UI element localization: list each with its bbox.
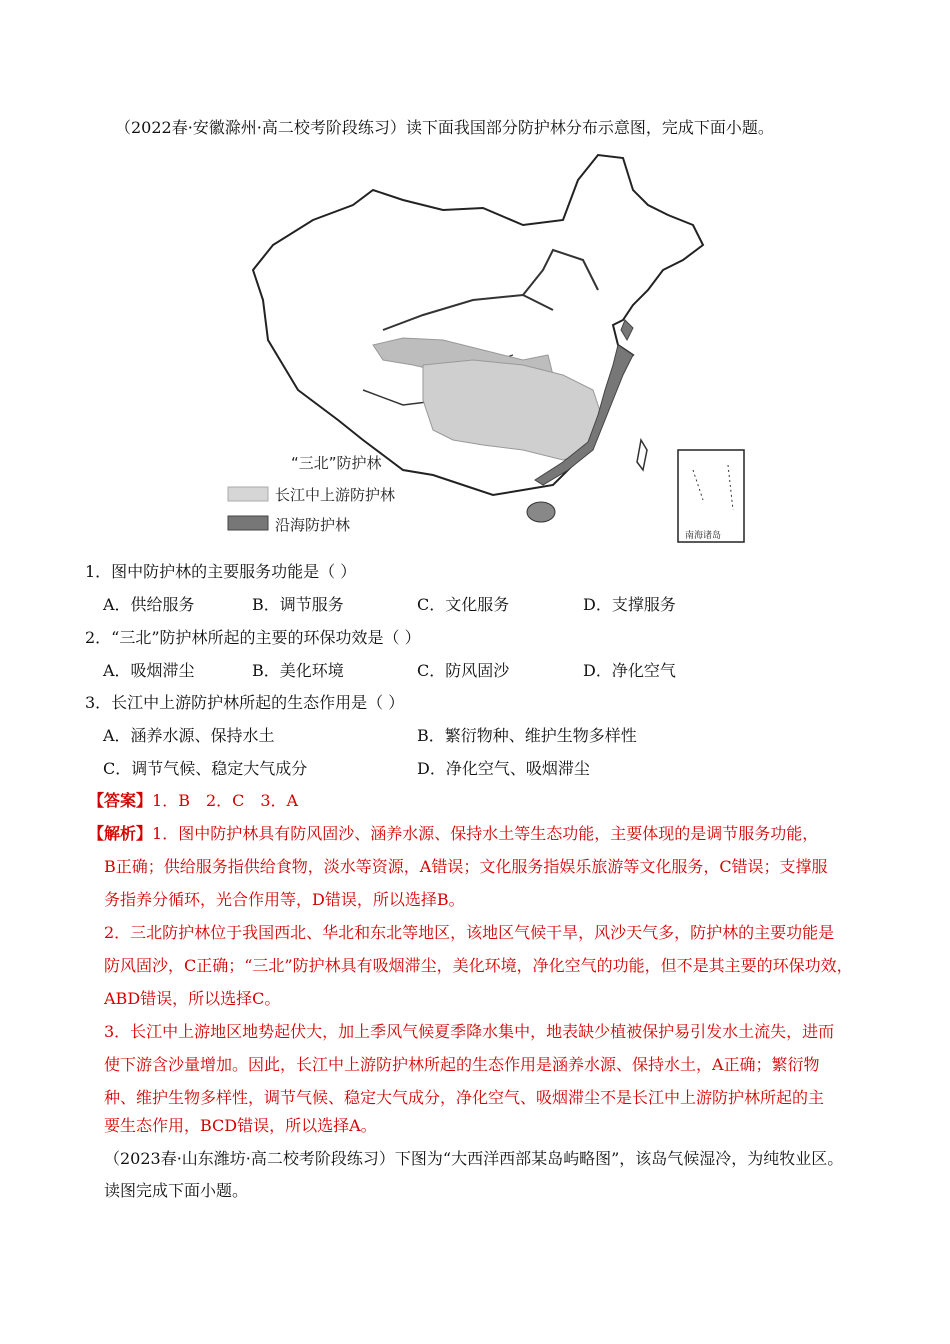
inset-label: 南海诸岛 [685,531,722,541]
q1-option-d[interactable]: D．支撑服务 [583,595,676,614]
analysis-line-8: 使下游含沙量增加。因此，长江中上游防护林所起的生态作用是涵养水源、保持水土，A正确；繁衍物 [104,1055,820,1074]
intro-question-group-2-line-2: 读图完成下面小题。 [104,1181,249,1200]
q2-option-b[interactable]: B．美化环境 [252,661,344,680]
taiwan-island [637,440,647,470]
analysis-line-4: 2．三北防护林位于我国西北、华北和东北等地区，该地区气候干旱，风沙天气多，防护林的主要功能是 [104,923,835,942]
legend-coastal-swatch [228,516,268,530]
analysis-line-6: ABD错误，所以选择C。 [104,989,281,1008]
q3-option-c[interactable]: C．调节气候、稳定大气成分 [103,759,308,778]
answer-text: 1．B 2．C 3．A [152,791,299,810]
analysis-line-3: 务指养分循环，光合作用等，D错误，所以选择B。 [104,890,465,909]
analysis-line-9: 种、维护生物多样性，调节气候、稳定大气成分，净化空气、吸烟滞尘不是长江中上游防护林所起的主 [104,1088,825,1107]
q3-option-b[interactable]: B．繁衍物种、维护生物多样性 [417,726,637,745]
legend-coastal-label: 沿海防护林 [275,516,351,534]
q2-option-a[interactable]: A．吸烟滞尘 [103,661,195,680]
q3-option-a[interactable]: A．涵养水源、保持水土 [103,726,275,745]
shelter-forest-map [223,150,748,545]
intro-question-group-2-line-1: （2023春·山东潍坊·高二校考阶段练习）下图为“大西洋西部某岛屿略图”，该岛气候湿冷，为纯牧业区。 [104,1149,844,1168]
analysis-line-1 [88,823,818,845]
analysis-text-1: 1．图中防护林具有防风固沙、涵养水源、保持水土等生态功能，主要体现的是调节服务功能， [152,824,819,843]
analysis-line-2: B正确；供给服务指供给食物，淡水等资源，A错误；文化服务指娱乐旅游等文化服务，C错误；支撑服 [104,857,828,876]
question-1-stem: 1．图中防护林的主要服务功能是（ ） [85,562,357,581]
q1-option-b[interactable]: B．调节服务 [252,595,344,614]
legend-changjiang-label: 长江中上游防护林 [275,486,396,504]
q2-option-d[interactable]: D．净化空气 [583,661,676,680]
q3-option-d[interactable]: D．净化空气、吸烟滞尘 [417,759,590,778]
intro-question-group-1: （2022春·安徽滁州·高二校考阶段练习）读下面我国部分防护林分布示意图，完成下面小题。 [115,118,774,137]
q2-option-c[interactable]: C．防风固沙 [417,661,510,680]
answer-label: 【答案】 [88,791,153,810]
question-3-stem: 3．长江中上游防护林所起的生态作用是（ ） [85,693,405,712]
q1-option-c[interactable]: C．文化服务 [417,595,510,614]
analysis-line-7: 3．长江中上游地区地势起伏大，加上季风气候夏季降水集中，地表缺少植被保护易引发水土流失，进而 [104,1022,835,1041]
hainan-island [527,502,555,522]
answer-line [88,790,298,812]
analysis-line-10: 要生态作用，BCD错误，所以选择A。 [104,1116,377,1135]
q1-option-a[interactable]: A．供给服务 [103,595,195,614]
south-china-sea-inset [678,450,744,542]
legend-changjiang-swatch [228,487,268,501]
legend-sanbei-label: “三北”防护林 [291,454,382,472]
analysis-line-5: 防风固沙，C正确；“三北”防护林具有吸烟滞尘，美化环境，净化空气的功能，但不是其主要的环保功效， [104,956,853,975]
question-2-stem: 2．“三北”防护林所起的主要的环保功效是（ ） [85,628,421,647]
analysis-label: 【解析】 [88,824,153,843]
